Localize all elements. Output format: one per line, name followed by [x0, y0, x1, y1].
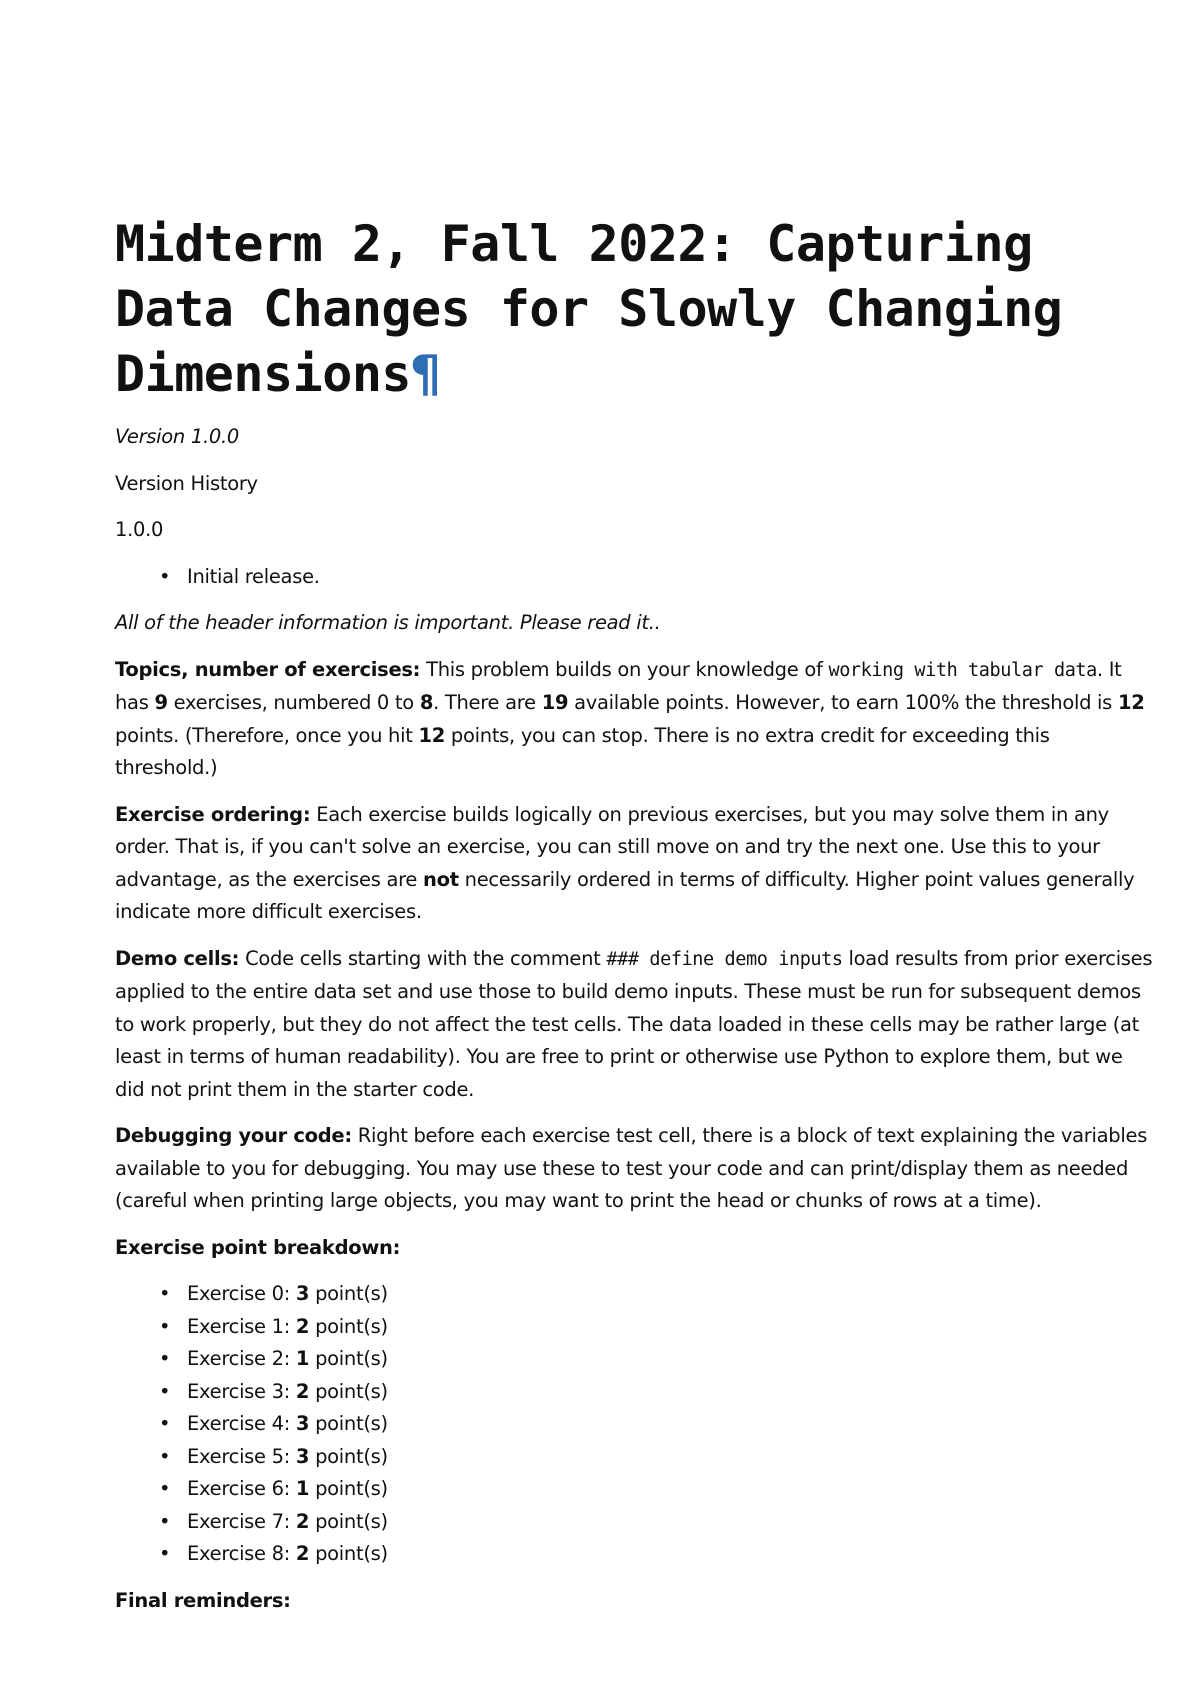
breakdown-item: • Exercise 6: 1 point(s) — [187, 1473, 1155, 1506]
breakdown-item: • Exercise 0: 3 point(s) — [187, 1278, 1155, 1311]
topics-code: working with tabular data — [828, 659, 1097, 681]
breakdown-item: • Exercise 5: 3 point(s) — [187, 1441, 1155, 1474]
breakdown-item: • Exercise 2: 1 point(s) — [187, 1343, 1155, 1376]
history-notes-list — [115, 561, 1155, 594]
breakdown-item: • Exercise 7: 2 point(s) — [187, 1506, 1155, 1539]
version-line — [115, 421, 1155, 454]
demo-paragraph — [115, 943, 1155, 1107]
topics-label: Topics, number of exercises: — [115, 657, 421, 681]
demo-code: ### define demo inputs — [606, 948, 843, 970]
topics-text-3: exercises, numbered 0 to — [167, 691, 420, 714]
ordering-label: Exercise ordering: — [115, 802, 311, 826]
last-exercise-index: 8 — [419, 691, 434, 714]
header-notice-text: All of the header information is important. Please read it.. — [115, 611, 661, 634]
page-title — [115, 212, 1155, 407]
document-page — [115, 212, 1155, 1631]
ordering-paragraph — [115, 799, 1155, 929]
history-note-item: • Initial release. — [187, 561, 1155, 594]
topics-paragraph — [115, 654, 1155, 785]
topics-text-1: This problem builds on your knowledge of — [420, 657, 829, 681]
ordering-emphasis: not — [423, 867, 459, 891]
ordering-text-2: necessarily ordered in terms of difficulty. Higher point values generally indicate more difficult exercises. — [115, 867, 1135, 923]
version-text: Version 1.0.0 — [115, 425, 239, 448]
breakdown-label — [115, 1232, 1155, 1265]
demo-label: Demo cells: — [115, 946, 240, 970]
final-reminders-label — [115, 1585, 1155, 1618]
threshold-points: 12 — [1117, 691, 1145, 714]
topics-text-6: points. (Therefore, once you hit — [115, 723, 419, 747]
topics-text-5: available points. However, to earn 100% the threshold is — [568, 691, 1118, 714]
ordering-text-1: Each exercise builds logically on previous exercises, but you may solve them in any order. That is, if you can't solve an exercise, you can still move on and try the next one. Use this to your advantage, as the exercises are — [115, 802, 1109, 891]
debugging-label: Debugging your code: — [115, 1124, 352, 1147]
topics-text-7: points, you can stop. There is no extra credit for exceeding this threshold.) — [115, 723, 1050, 779]
debugging-paragraph — [115, 1120, 1155, 1218]
available-points: 19 — [541, 691, 569, 714]
debugging-text-1: Right before each exercise test cell, there is a block of text explaining the variables available to you for debugging. You may use these to test your code and can print/display them as needed (careful when printing large objects, you may want to print the head or chunks of rows at a time). — [115, 1124, 1148, 1212]
demo-text-2: load results from prior exercises applied to the entire data set and use those to build demo inputs. These must be run for subsequent demos to work properly, but they do not affect the test cells. The data loaded in these cells may be rather large (at least in terms of human readability). You are free to print or otherwise use Python to explore them, but we did not print them in the starter code. — [115, 946, 1153, 1101]
threshold-points-again: 12 — [418, 723, 446, 747]
page-title-text: Midterm 2, Fall 2022: Capturing Data Changes for Slowly Changing Dimensions — [115, 215, 1063, 403]
demo-text-1: Code cells starting with the comment — [239, 946, 607, 970]
breakdown-item: • Exercise 4: 3 point(s) — [187, 1408, 1155, 1441]
history-version-number: 1.0.0 — [115, 518, 164, 541]
final-reminders-label-text: Final reminders: — [115, 1588, 291, 1612]
header-notice — [115, 607, 1155, 640]
exercise-count: 9 — [154, 691, 168, 714]
breakdown-label-text: Exercise point breakdown: — [115, 1235, 401, 1259]
breakdown-item: • Exercise 1: 2 point(s) — [187, 1311, 1155, 1344]
topics-text-2: . It has — [115, 657, 1122, 714]
title-anchor-link[interactable]: ¶ — [411, 345, 441, 403]
breakdown-item: • Exercise 3: 2 point(s) — [187, 1376, 1155, 1409]
topics-text-4: . There are — [433, 691, 542, 714]
version-history-label: Version History — [115, 471, 258, 495]
breakdown-list — [115, 1278, 1155, 1571]
breakdown-item: • Exercise 8: 2 point(s) — [187, 1538, 1155, 1571]
